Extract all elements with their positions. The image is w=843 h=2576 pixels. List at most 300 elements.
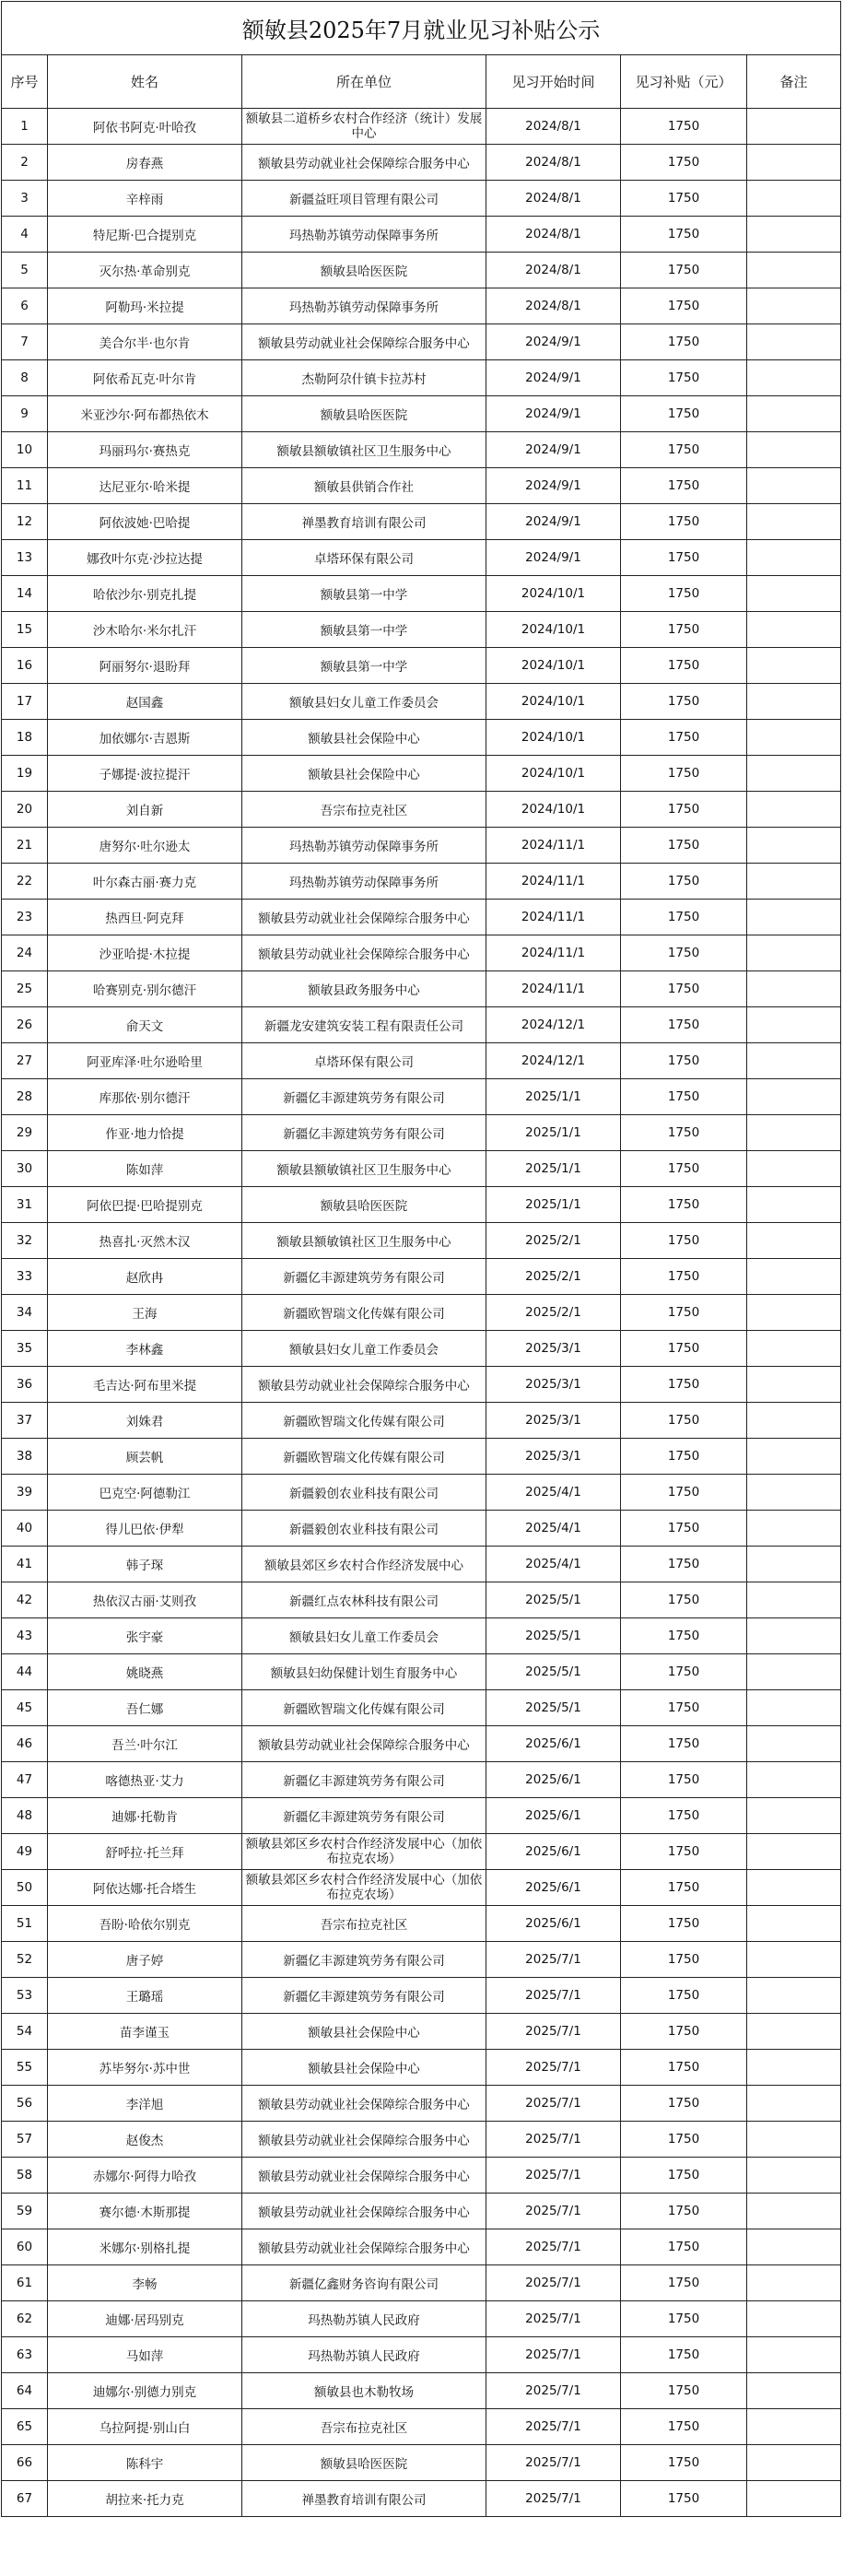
cell-remark (747, 2229, 841, 2265)
cell-name: 唐子婷 (48, 1942, 242, 1978)
title-row (2, 2, 841, 55)
cell-unit: 新疆毅创农业科技有限公司 (242, 1475, 486, 1511)
cell-remark (747, 2373, 841, 2409)
cell-subsidy: 1750 (621, 1151, 747, 1187)
cell-subsidy: 1750 (621, 253, 747, 288)
cell-subsidy: 1750 (621, 2050, 747, 2086)
cell-remark (747, 2050, 841, 2086)
cell-index: 6 (2, 288, 48, 324)
cell-start-date: 2024/8/1 (486, 109, 621, 145)
table-row (2, 1115, 841, 1151)
cell-subsidy: 1750 (621, 1547, 747, 1582)
cell-index: 4 (2, 217, 48, 253)
cell-unit: 新疆亿鑫财务咨询有限公司 (242, 2265, 486, 2301)
cell-subsidy: 1750 (621, 2229, 747, 2265)
table-row (2, 900, 841, 935)
cell-subsidy: 1750 (621, 1798, 747, 1834)
cell-subsidy: 1750 (621, 2014, 747, 2050)
cell-remark (747, 792, 841, 828)
cell-index: 18 (2, 720, 48, 756)
cell-unit: 新疆红点农林科技有限公司 (242, 1582, 486, 1618)
cell-index: 19 (2, 756, 48, 792)
cell-name: 房春燕 (48, 145, 242, 181)
cell-name: 阿勒玛·米拉提 (48, 288, 242, 324)
table-row (2, 2481, 841, 2517)
header-row (2, 55, 841, 109)
cell-unit: 卓塔环保有限公司 (242, 1043, 486, 1079)
cell-start-date: 2025/3/1 (486, 1367, 621, 1403)
cell-unit: 新疆欧智瑞文化传媒有限公司 (242, 1690, 486, 1726)
table-row (2, 1151, 841, 1187)
cell-name: 刘自新 (48, 792, 242, 828)
cell-unit: 新疆亿丰源建筑劳务有限公司 (242, 1978, 486, 2014)
cell-start-date: 2025/7/1 (486, 2014, 621, 2050)
table-row (2, 2086, 841, 2122)
cell-subsidy: 1750 (621, 468, 747, 504)
cell-unit: 额敏县劳动就业社会保障综合服务中心 (242, 900, 486, 935)
cell-remark (747, 2481, 841, 2517)
cell-index: 49 (2, 1834, 48, 1870)
cell-name: 韩子琛 (48, 1547, 242, 1582)
cell-name: 吾兰·叶尔江 (48, 1726, 242, 1762)
cell-subsidy: 1750 (621, 612, 747, 648)
cell-remark (747, 324, 841, 360)
cell-start-date: 2025/4/1 (486, 1547, 621, 1582)
cell-start-date: 2025/7/1 (486, 2265, 621, 2301)
table-row (2, 1259, 841, 1295)
cell-remark (747, 540, 841, 576)
cell-unit: 新疆龙安建筑安装工程有限责任公司 (242, 1007, 486, 1043)
table-row (2, 1798, 841, 1834)
cell-start-date: 2025/7/1 (486, 2445, 621, 2481)
cell-remark (747, 2409, 841, 2445)
cell-name: 毛吉达·阿布里米提 (48, 1367, 242, 1403)
table-row (2, 1007, 841, 1043)
cell-subsidy: 1750 (621, 1475, 747, 1511)
cell-index: 27 (2, 1043, 48, 1079)
cell-index: 47 (2, 1762, 48, 1798)
table-row (2, 756, 841, 792)
cell-name: 热西旦·阿克拜 (48, 900, 242, 935)
table-row (2, 1043, 841, 1079)
cell-name: 沙木哈尔·米尔扎汗 (48, 612, 242, 648)
table-row (2, 468, 841, 504)
cell-start-date: 2024/11/1 (486, 900, 621, 935)
cell-unit: 额敏县第一中学 (242, 648, 486, 684)
cell-subsidy: 1750 (621, 1223, 747, 1259)
cell-start-date: 2025/7/1 (486, 1942, 621, 1978)
cell-remark (747, 396, 841, 432)
cell-subsidy: 1750 (621, 181, 747, 217)
cell-start-date: 2025/7/1 (486, 2229, 621, 2265)
cell-start-date: 2025/6/1 (486, 1834, 621, 1870)
cell-unit: 额敏县劳动就业社会保障综合服务中心 (242, 2122, 486, 2158)
cell-start-date: 2025/7/1 (486, 2337, 621, 2373)
cell-start-date: 2025/6/1 (486, 1726, 621, 1762)
cell-start-date: 2024/10/1 (486, 612, 621, 648)
cell-index: 36 (2, 1367, 48, 1403)
cell-start-date: 2024/11/1 (486, 828, 621, 864)
cell-name: 迪娜·居玛别克 (48, 2301, 242, 2337)
cell-unit: 额敏县劳动就业社会保障综合服务中心 (242, 2086, 486, 2122)
cell-name: 沙亚哈提·木拉提 (48, 935, 242, 971)
cell-name: 赵国鑫 (48, 684, 242, 720)
cell-subsidy: 1750 (621, 1259, 747, 1295)
cell-remark (747, 1978, 841, 2014)
cell-index: 64 (2, 2373, 48, 2409)
cell-remark (747, 1187, 841, 1223)
table-row (2, 1295, 841, 1331)
cell-start-date: 2025/7/1 (486, 1978, 621, 2014)
cell-remark (747, 145, 841, 181)
cell-subsidy: 1750 (621, 1043, 747, 1079)
cell-index: 37 (2, 1403, 48, 1439)
cell-unit: 玛热勒苏镇人民政府 (242, 2337, 486, 2373)
cell-subsidy: 1750 (621, 935, 747, 971)
cell-remark (747, 1295, 841, 1331)
cell-subsidy: 1750 (621, 324, 747, 360)
cell-index: 42 (2, 1582, 48, 1618)
table-row (2, 1582, 841, 1618)
table-row (2, 1547, 841, 1582)
cell-start-date: 2025/5/1 (486, 1618, 621, 1654)
cell-index: 41 (2, 1547, 48, 1582)
cell-start-date: 2025/2/1 (486, 1259, 621, 1295)
cell-subsidy: 1750 (621, 2158, 747, 2194)
cell-index: 31 (2, 1187, 48, 1223)
cell-subsidy: 1750 (621, 864, 747, 900)
cell-start-date: 2025/3/1 (486, 1439, 621, 1475)
cell-name: 吾仁娜 (48, 1690, 242, 1726)
cell-index: 61 (2, 2265, 48, 2301)
cell-subsidy: 1750 (621, 288, 747, 324)
cell-index: 16 (2, 648, 48, 684)
cell-name: 库那依·别尔德汗 (48, 1079, 242, 1115)
cell-subsidy: 1750 (621, 145, 747, 181)
cell-subsidy: 1750 (621, 720, 747, 756)
table-row (2, 1223, 841, 1259)
table-row (2, 504, 841, 540)
cell-unit: 玛热勒苏镇劳动保障事务所 (242, 828, 486, 864)
cell-unit: 新疆亿丰源建筑劳务有限公司 (242, 1762, 486, 1798)
cell-unit: 额敏县社会保险中心 (242, 756, 486, 792)
cell-start-date: 2024/10/1 (486, 720, 621, 756)
cell-name: 阿依希瓦克·叶尔肯 (48, 360, 242, 396)
cell-index: 10 (2, 432, 48, 468)
cell-remark (747, 432, 841, 468)
cell-index: 58 (2, 2158, 48, 2194)
cell-subsidy: 1750 (621, 2194, 747, 2229)
table-row (2, 828, 841, 864)
cell-name: 哈赛别克·别尔德汗 (48, 971, 242, 1007)
cell-index: 1 (2, 109, 48, 145)
cell-start-date: 2025/7/1 (486, 2050, 621, 2086)
cell-remark (747, 253, 841, 288)
cell-remark (747, 1511, 841, 1547)
cell-subsidy: 1750 (621, 648, 747, 684)
page-title: 额敏县2025年7月就业见习补贴公示 (2, 2, 841, 55)
cell-remark (747, 1367, 841, 1403)
table-row (2, 1511, 841, 1547)
table-row (2, 612, 841, 648)
cell-unit: 额敏县哈医医院 (242, 253, 486, 288)
cell-start-date: 2024/12/1 (486, 1007, 621, 1043)
cell-name: 马如萍 (48, 2337, 242, 2373)
cell-start-date: 2025/2/1 (486, 1223, 621, 1259)
cell-remark (747, 1223, 841, 1259)
cell-unit: 卓塔环保有限公司 (242, 540, 486, 576)
cell-start-date: 2024/8/1 (486, 253, 621, 288)
cell-unit: 额敏县供销合作社 (242, 468, 486, 504)
cell-start-date: 2024/11/1 (486, 864, 621, 900)
cell-index: 50 (2, 1870, 48, 1906)
cell-subsidy: 1750 (621, 2409, 747, 2445)
cell-subsidy: 1750 (621, 1654, 747, 1690)
cell-name: 王海 (48, 1295, 242, 1331)
table-row (2, 2373, 841, 2409)
table-row (2, 1367, 841, 1403)
cell-name: 灭尔热·革命别克 (48, 253, 242, 288)
cell-name: 陈科宇 (48, 2445, 242, 2481)
cell-start-date: 2025/6/1 (486, 1798, 621, 1834)
cell-start-date: 2025/7/1 (486, 2409, 621, 2445)
cell-start-date: 2024/8/1 (486, 145, 621, 181)
cell-start-date: 2025/6/1 (486, 1762, 621, 1798)
table-row (2, 217, 841, 253)
cell-index: 24 (2, 935, 48, 971)
table-row (2, 1079, 841, 1115)
cell-unit: 额敏县第一中学 (242, 612, 486, 648)
cell-unit: 禅墨教育培训有限公司 (242, 2481, 486, 2517)
cell-subsidy: 1750 (621, 1906, 747, 1942)
cell-name: 阿依达娜·托合塔生 (48, 1870, 242, 1906)
cell-unit: 额敏县第一中学 (242, 576, 486, 612)
cell-unit: 新疆欧智瑞文化传媒有限公司 (242, 1295, 486, 1331)
cell-start-date: 2024/10/1 (486, 792, 621, 828)
cell-start-date: 2025/7/1 (486, 2194, 621, 2229)
table-row (2, 2265, 841, 2301)
cell-unit: 额敏县妇女儿童工作委员会 (242, 1331, 486, 1367)
cell-start-date: 2024/9/1 (486, 540, 621, 576)
cell-unit: 额敏县社会保险中心 (242, 720, 486, 756)
cell-subsidy: 1750 (621, 109, 747, 145)
cell-unit: 新疆亿丰源建筑劳务有限公司 (242, 1942, 486, 1978)
cell-name: 喀德热亚·艾力 (48, 1762, 242, 1798)
cell-remark (747, 2158, 841, 2194)
cell-unit: 额敏县劳动就业社会保障综合服务中心 (242, 1726, 486, 1762)
cell-start-date: 2025/1/1 (486, 1115, 621, 1151)
cell-start-date: 2024/11/1 (486, 971, 621, 1007)
cell-start-date: 2024/9/1 (486, 396, 621, 432)
cell-start-date: 2024/10/1 (486, 684, 621, 720)
cell-remark (747, 288, 841, 324)
cell-index: 65 (2, 2409, 48, 2445)
cell-name: 胡拉来·托力克 (48, 2481, 242, 2517)
cell-remark (747, 217, 841, 253)
table-row (2, 2050, 841, 2086)
table-row (2, 1726, 841, 1762)
cell-index: 26 (2, 1007, 48, 1043)
cell-index: 12 (2, 504, 48, 540)
cell-index: 5 (2, 253, 48, 288)
cell-index: 25 (2, 971, 48, 1007)
cell-subsidy: 1750 (621, 756, 747, 792)
cell-subsidy: 1750 (621, 828, 747, 864)
cell-remark (747, 2337, 841, 2373)
table-body (2, 2, 841, 2517)
cell-name: 热依汉古丽·艾则孜 (48, 1582, 242, 1618)
cell-remark (747, 1439, 841, 1475)
cell-subsidy: 1750 (621, 576, 747, 612)
cell-subsidy: 1750 (621, 360, 747, 396)
cell-subsidy: 1750 (621, 1618, 747, 1654)
cell-unit: 玛热勒苏镇人民政府 (242, 2301, 486, 2337)
cell-unit: 吾宗布拉克社区 (242, 1906, 486, 1942)
cell-name: 子娜提·波拉提汗 (48, 756, 242, 792)
cell-name: 李林鑫 (48, 1331, 242, 1367)
cell-index: 60 (2, 2229, 48, 2265)
cell-unit: 禅墨教育培训有限公司 (242, 504, 486, 540)
cell-start-date: 2025/1/1 (486, 1079, 621, 1115)
cell-index: 63 (2, 2337, 48, 2373)
cell-remark (747, 828, 841, 864)
cell-index: 55 (2, 2050, 48, 2086)
cell-name: 巴克空·阿德勒江 (48, 1475, 242, 1511)
cell-subsidy: 1750 (621, 1726, 747, 1762)
cell-subsidy: 1750 (621, 217, 747, 253)
cell-index: 34 (2, 1295, 48, 1331)
cell-name: 乌拉阿提·别山白 (48, 2409, 242, 2445)
table-row (2, 181, 841, 217)
cell-index: 35 (2, 1331, 48, 1367)
subsidy-table (1, 1, 841, 2517)
cell-index: 8 (2, 360, 48, 396)
table-row (2, 109, 841, 145)
cell-name: 热喜扎·灭然木汉 (48, 1223, 242, 1259)
table-row (2, 432, 841, 468)
cell-index: 15 (2, 612, 48, 648)
header-index: 序号 (2, 55, 48, 109)
cell-name: 张宇豪 (48, 1618, 242, 1654)
cell-start-date: 2024/9/1 (486, 324, 621, 360)
cell-name: 唐努尔·吐尔逊太 (48, 828, 242, 864)
cell-remark (747, 1331, 841, 1367)
cell-remark (747, 2445, 841, 2481)
cell-index: 14 (2, 576, 48, 612)
cell-subsidy: 1750 (621, 2265, 747, 2301)
cell-unit: 额敏县哈医医院 (242, 2445, 486, 2481)
cell-start-date: 2025/1/1 (486, 1151, 621, 1187)
cell-name: 加依娜尔·吉恩斯 (48, 720, 242, 756)
cell-name: 阿依书阿克·叶哈孜 (48, 109, 242, 145)
cell-unit: 额敏县郊区乡农村合作经济发展中心（加依布拉克农场） (242, 1870, 486, 1906)
cell-index: 40 (2, 1511, 48, 1547)
cell-index: 20 (2, 792, 48, 828)
cell-subsidy: 1750 (621, 1942, 747, 1978)
cell-remark (747, 468, 841, 504)
cell-name: 姚晓燕 (48, 1654, 242, 1690)
cell-name: 苗李谨玉 (48, 2014, 242, 2050)
cell-subsidy: 1750 (621, 2481, 747, 2517)
cell-start-date: 2025/7/1 (486, 2481, 621, 2517)
cell-unit: 额敏县社会保险中心 (242, 2014, 486, 2050)
cell-start-date: 2025/4/1 (486, 1511, 621, 1547)
cell-index: 51 (2, 1906, 48, 1942)
cell-unit: 新疆亿丰源建筑劳务有限公司 (242, 1259, 486, 1295)
cell-subsidy: 1750 (621, 1690, 747, 1726)
cell-subsidy: 1750 (621, 1978, 747, 2014)
cell-start-date: 2025/5/1 (486, 1582, 621, 1618)
cell-unit: 额敏县哈医医院 (242, 1187, 486, 1223)
cell-remark (747, 504, 841, 540)
cell-unit: 额敏县额敏镇社区卫生服务中心 (242, 432, 486, 468)
cell-unit: 吾宗布拉克社区 (242, 792, 486, 828)
cell-remark (747, 1870, 841, 1906)
cell-start-date: 2025/7/1 (486, 2373, 621, 2409)
table-row (2, 1870, 841, 1906)
cell-index: 48 (2, 1798, 48, 1834)
cell-remark (747, 1403, 841, 1439)
table-row (2, 145, 841, 181)
cell-subsidy: 1750 (621, 1007, 747, 1043)
cell-start-date: 2025/2/1 (486, 1295, 621, 1331)
cell-index: 22 (2, 864, 48, 900)
table-row (2, 1187, 841, 1223)
cell-subsidy: 1750 (621, 1870, 747, 1906)
cell-remark (747, 1690, 841, 1726)
cell-name: 特尼斯·巴合提别克 (48, 217, 242, 253)
cell-index: 62 (2, 2301, 48, 2337)
cell-name: 哈依沙尔·别克扎提 (48, 576, 242, 612)
cell-remark (747, 1043, 841, 1079)
cell-index: 9 (2, 396, 48, 432)
cell-start-date: 2025/3/1 (486, 1331, 621, 1367)
table-row (2, 1942, 841, 1978)
cell-name: 苏毕努尔·苏中世 (48, 2050, 242, 2086)
cell-index: 45 (2, 1690, 48, 1726)
cell-unit: 额敏县二道桥乡农村合作经济（统计）发展中心 (242, 109, 486, 145)
cell-start-date: 2024/9/1 (486, 360, 621, 396)
table-row (2, 253, 841, 288)
table-row (2, 684, 841, 720)
cell-unit: 玛热勒苏镇劳动保障事务所 (242, 288, 486, 324)
cell-subsidy: 1750 (621, 432, 747, 468)
table-row (2, 1690, 841, 1726)
cell-start-date: 2025/7/1 (486, 2301, 621, 2337)
table-row (2, 792, 841, 828)
cell-name: 米娜尔·别格扎提 (48, 2229, 242, 2265)
table-row (2, 1834, 841, 1870)
cell-remark (747, 648, 841, 684)
cell-index: 53 (2, 1978, 48, 2014)
table-row (2, 1331, 841, 1367)
header-unit: 所在单位 (242, 55, 486, 109)
cell-unit: 额敏县劳动就业社会保障综合服务中心 (242, 2194, 486, 2229)
cell-unit: 额敏县也木勒牧场 (242, 2373, 486, 2409)
cell-index: 3 (2, 181, 48, 217)
cell-subsidy: 1750 (621, 2445, 747, 2481)
cell-start-date: 2025/6/1 (486, 1906, 621, 1942)
table-row (2, 2337, 841, 2373)
cell-subsidy: 1750 (621, 2337, 747, 2373)
cell-unit: 额敏县郊区乡农村合作经济发展中心 (242, 1547, 486, 1582)
cell-subsidy: 1750 (621, 1115, 747, 1151)
table-row (2, 1654, 841, 1690)
cell-index: 7 (2, 324, 48, 360)
cell-index: 2 (2, 145, 48, 181)
cell-unit: 额敏县劳动就业社会保障综合服务中心 (242, 1367, 486, 1403)
cell-start-date: 2025/7/1 (486, 2158, 621, 2194)
